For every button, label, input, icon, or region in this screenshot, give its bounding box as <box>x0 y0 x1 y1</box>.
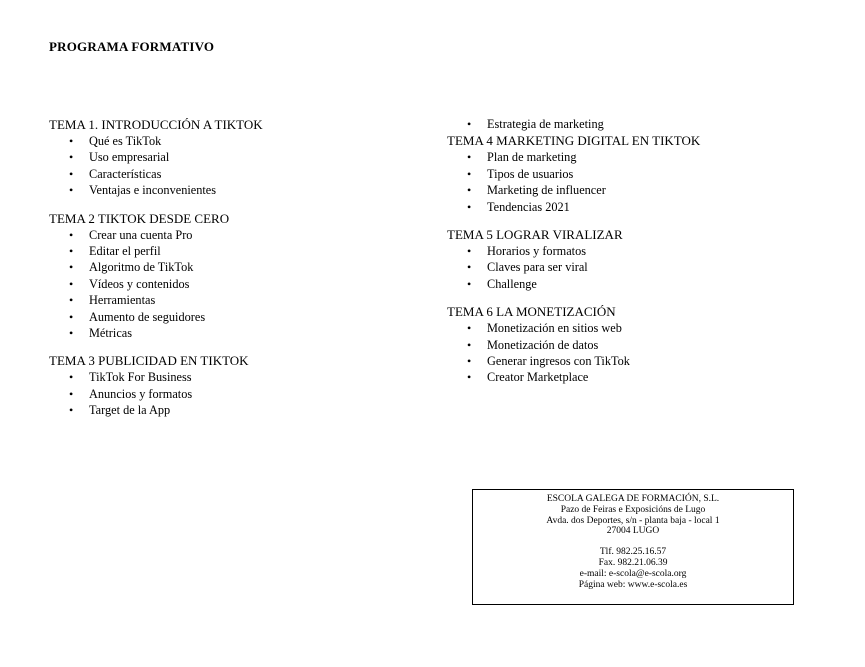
item-list <box>447 243 847 292</box>
section-tema-5 <box>447 226 847 292</box>
list-item: • Claves para ser viral <box>447 259 847 275</box>
section-title: TEMA 5 LOGRAR VIRALIZAR <box>447 227 623 243</box>
section-title: TEMA 3 PUBLICIDAD EN TIKTOK <box>49 353 249 369</box>
section-tema-1 <box>49 116 429 199</box>
list-item: • Características <box>49 166 429 182</box>
address-city: 27004 LUGO <box>606 526 660 537</box>
page-title: PROGRAMA FORMATIVO <box>49 39 215 54</box>
list-item: • Uso empresarial <box>49 149 429 165</box>
company-name: ESCOLA GALEGA DE FORMACIÓN, S.L. <box>546 494 720 504</box>
section-tema-6 <box>447 303 847 386</box>
list-item: • Herramientas <box>49 292 429 308</box>
list-item: • Vídeos y contenidos <box>49 276 429 292</box>
list-item: • Tendencias 2021 <box>447 199 847 215</box>
section-title: TEMA 2 TIKTOK DESDE CERO <box>49 210 230 226</box>
section-tema-2 <box>49 210 429 342</box>
list-item: • Creator Marketplace <box>447 369 847 385</box>
list-item: • Crear una cuenta Pro <box>49 227 429 243</box>
fax: Fax. 982.21.06.39 <box>598 557 668 568</box>
list-item: • Plan de marketing <box>447 149 847 165</box>
list-item: • Horarios y formatos <box>447 243 847 259</box>
list-item: • Ventajas e inconvenientes <box>49 182 429 198</box>
address-box <box>472 489 794 605</box>
section-title: TEMA 4 MARKETING DIGITAL EN TIKTOK <box>447 133 701 149</box>
item-list <box>49 369 429 418</box>
right-column <box>447 116 847 397</box>
list-item: • Algoritmo de TikTok <box>49 259 429 275</box>
section-title: TEMA 6 LA MONETIZACIÓN <box>447 304 616 320</box>
spacer <box>473 537 793 547</box>
list-item: • Monetización en sitios web <box>447 320 847 336</box>
list-item: • Editar el perfil <box>49 243 429 259</box>
list-item: • Métricas <box>49 325 429 341</box>
list-item: • Aumento de seguidores <box>49 309 429 325</box>
left-column <box>49 116 429 430</box>
list-item: • TikTok For Business <box>49 369 429 385</box>
list-item: • Marketing de influencer <box>447 182 847 198</box>
website: Página web: www.e-scola.es <box>578 579 688 590</box>
phone: Tlf. 982.25.16.57 <box>599 547 667 558</box>
email: e-mail: e-scola@e-scola.org <box>579 568 687 579</box>
item-list <box>49 133 429 199</box>
list-item: • Qué es TikTok <box>49 133 429 149</box>
list-item: • Challenge <box>447 276 847 292</box>
section-tema-4 <box>447 132 847 215</box>
item-list <box>447 320 847 386</box>
list-item: • Target de la App <box>49 402 429 418</box>
section-tema-3 <box>49 352 429 418</box>
list-item: • Generar ingresos con TikTok <box>447 353 847 369</box>
list-item: • Anuncios y formatos <box>49 386 429 402</box>
item-list <box>49 227 429 342</box>
continued-item-list <box>447 116 847 132</box>
section-title: TEMA 1. INTRODUCCIÓN A TIKTOK <box>49 117 263 132</box>
item-list <box>447 149 847 215</box>
list-item: • Tipos de usuarios <box>447 166 847 182</box>
address-place: Pazo de Feiras e Exposicións de Lugo <box>560 504 706 515</box>
list-item: • Estrategia de marketing <box>447 116 847 132</box>
address-street: Avda. dos Deportes, s/n - planta baja - local 1 <box>546 515 720 526</box>
list-item: • Monetización de datos <box>447 337 847 353</box>
